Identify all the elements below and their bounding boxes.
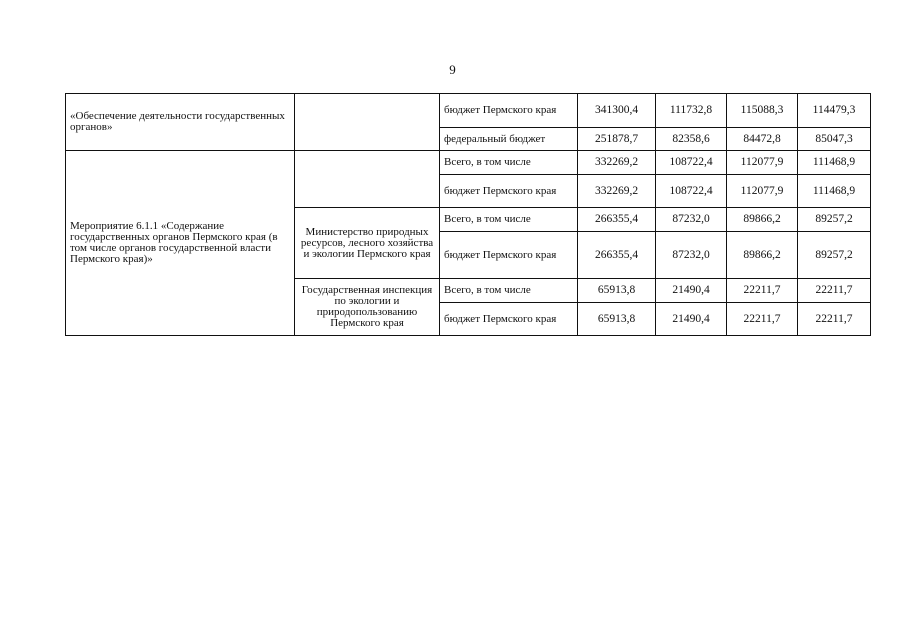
value-cell-year3: 22211,7 [798, 279, 871, 303]
page-number: 9 [449, 62, 456, 77]
value-cell-total: 332269,2 [578, 175, 656, 208]
funding-source-cell: Всего, в том числе [440, 279, 578, 303]
program-cell: Мероприятие 6.1.1 «Содержание государственных органов Пермского края (в том числе органов государственной власти Пермского края)» [66, 151, 295, 336]
table-row [66, 94, 871, 128]
value-cell-year1: 108722,4 [656, 151, 727, 175]
value-cell-year1: 21490,4 [656, 303, 727, 336]
funding-source-cell: Всего, в том числе [440, 151, 578, 175]
value-cell-year2: 84472,8 [727, 128, 798, 151]
program-cell: «Обеспечение деятельности государственных органов» [66, 94, 295, 151]
funding-source-cell: бюджет Пермского края [440, 94, 578, 128]
value-cell-year3: 114479,3 [798, 94, 871, 128]
value-cell-year2: 22211,7 [727, 303, 798, 336]
value-cell-total: 65913,8 [578, 303, 656, 336]
value-cell-total: 332269,2 [578, 151, 656, 175]
value-cell-total: 266355,4 [578, 208, 656, 232]
value-cell-year2: 22211,7 [727, 279, 798, 303]
funding-source-cell: бюджет Пермского края [440, 175, 578, 208]
value-cell-total: 266355,4 [578, 232, 656, 279]
funding-source-cell: Всего, в том числе [440, 208, 578, 232]
executor-cell: Государственная инспекция по экологии и природопользованию Пермского края [295, 279, 440, 336]
value-cell-year3: 22211,7 [798, 303, 871, 336]
funding-source-cell: федеральный бюджет [440, 128, 578, 151]
budget-table [65, 93, 871, 336]
value-cell-year2: 89866,2 [727, 208, 798, 232]
value-cell-year1: 87232,0 [656, 208, 727, 232]
value-cell-year3: 89257,2 [798, 232, 871, 279]
value-cell-total: 341300,4 [578, 94, 656, 128]
executor-cell-empty [295, 94, 440, 151]
value-cell-year2: 112077,9 [727, 175, 798, 208]
executor-cell: Министерство природных ресурсов, лесного хозяйства и экологии Пермского края [295, 208, 440, 279]
funding-source-cell: бюджет Пермского края [440, 303, 578, 336]
value-cell-year1: 87232,0 [656, 232, 727, 279]
funding-source-cell: бюджет Пермского края [440, 232, 578, 279]
value-cell-year2: 89866,2 [727, 232, 798, 279]
value-cell-year1: 108722,4 [656, 175, 727, 208]
executor-cell-empty [295, 151, 440, 208]
table-row [66, 151, 871, 175]
value-cell-year3: 111468,9 [798, 151, 871, 175]
value-cell-year1: 111732,8 [656, 94, 727, 128]
value-cell-total: 251878,7 [578, 128, 656, 151]
value-cell-year2: 112077,9 [727, 151, 798, 175]
value-cell-year1: 21490,4 [656, 279, 727, 303]
value-cell-year3: 89257,2 [798, 208, 871, 232]
value-cell-year3: 111468,9 [798, 175, 871, 208]
value-cell-year1: 82358,6 [656, 128, 727, 151]
value-cell-total: 65913,8 [578, 279, 656, 303]
value-cell-year2: 115088,3 [727, 94, 798, 128]
value-cell-year3: 85047,3 [798, 128, 871, 151]
